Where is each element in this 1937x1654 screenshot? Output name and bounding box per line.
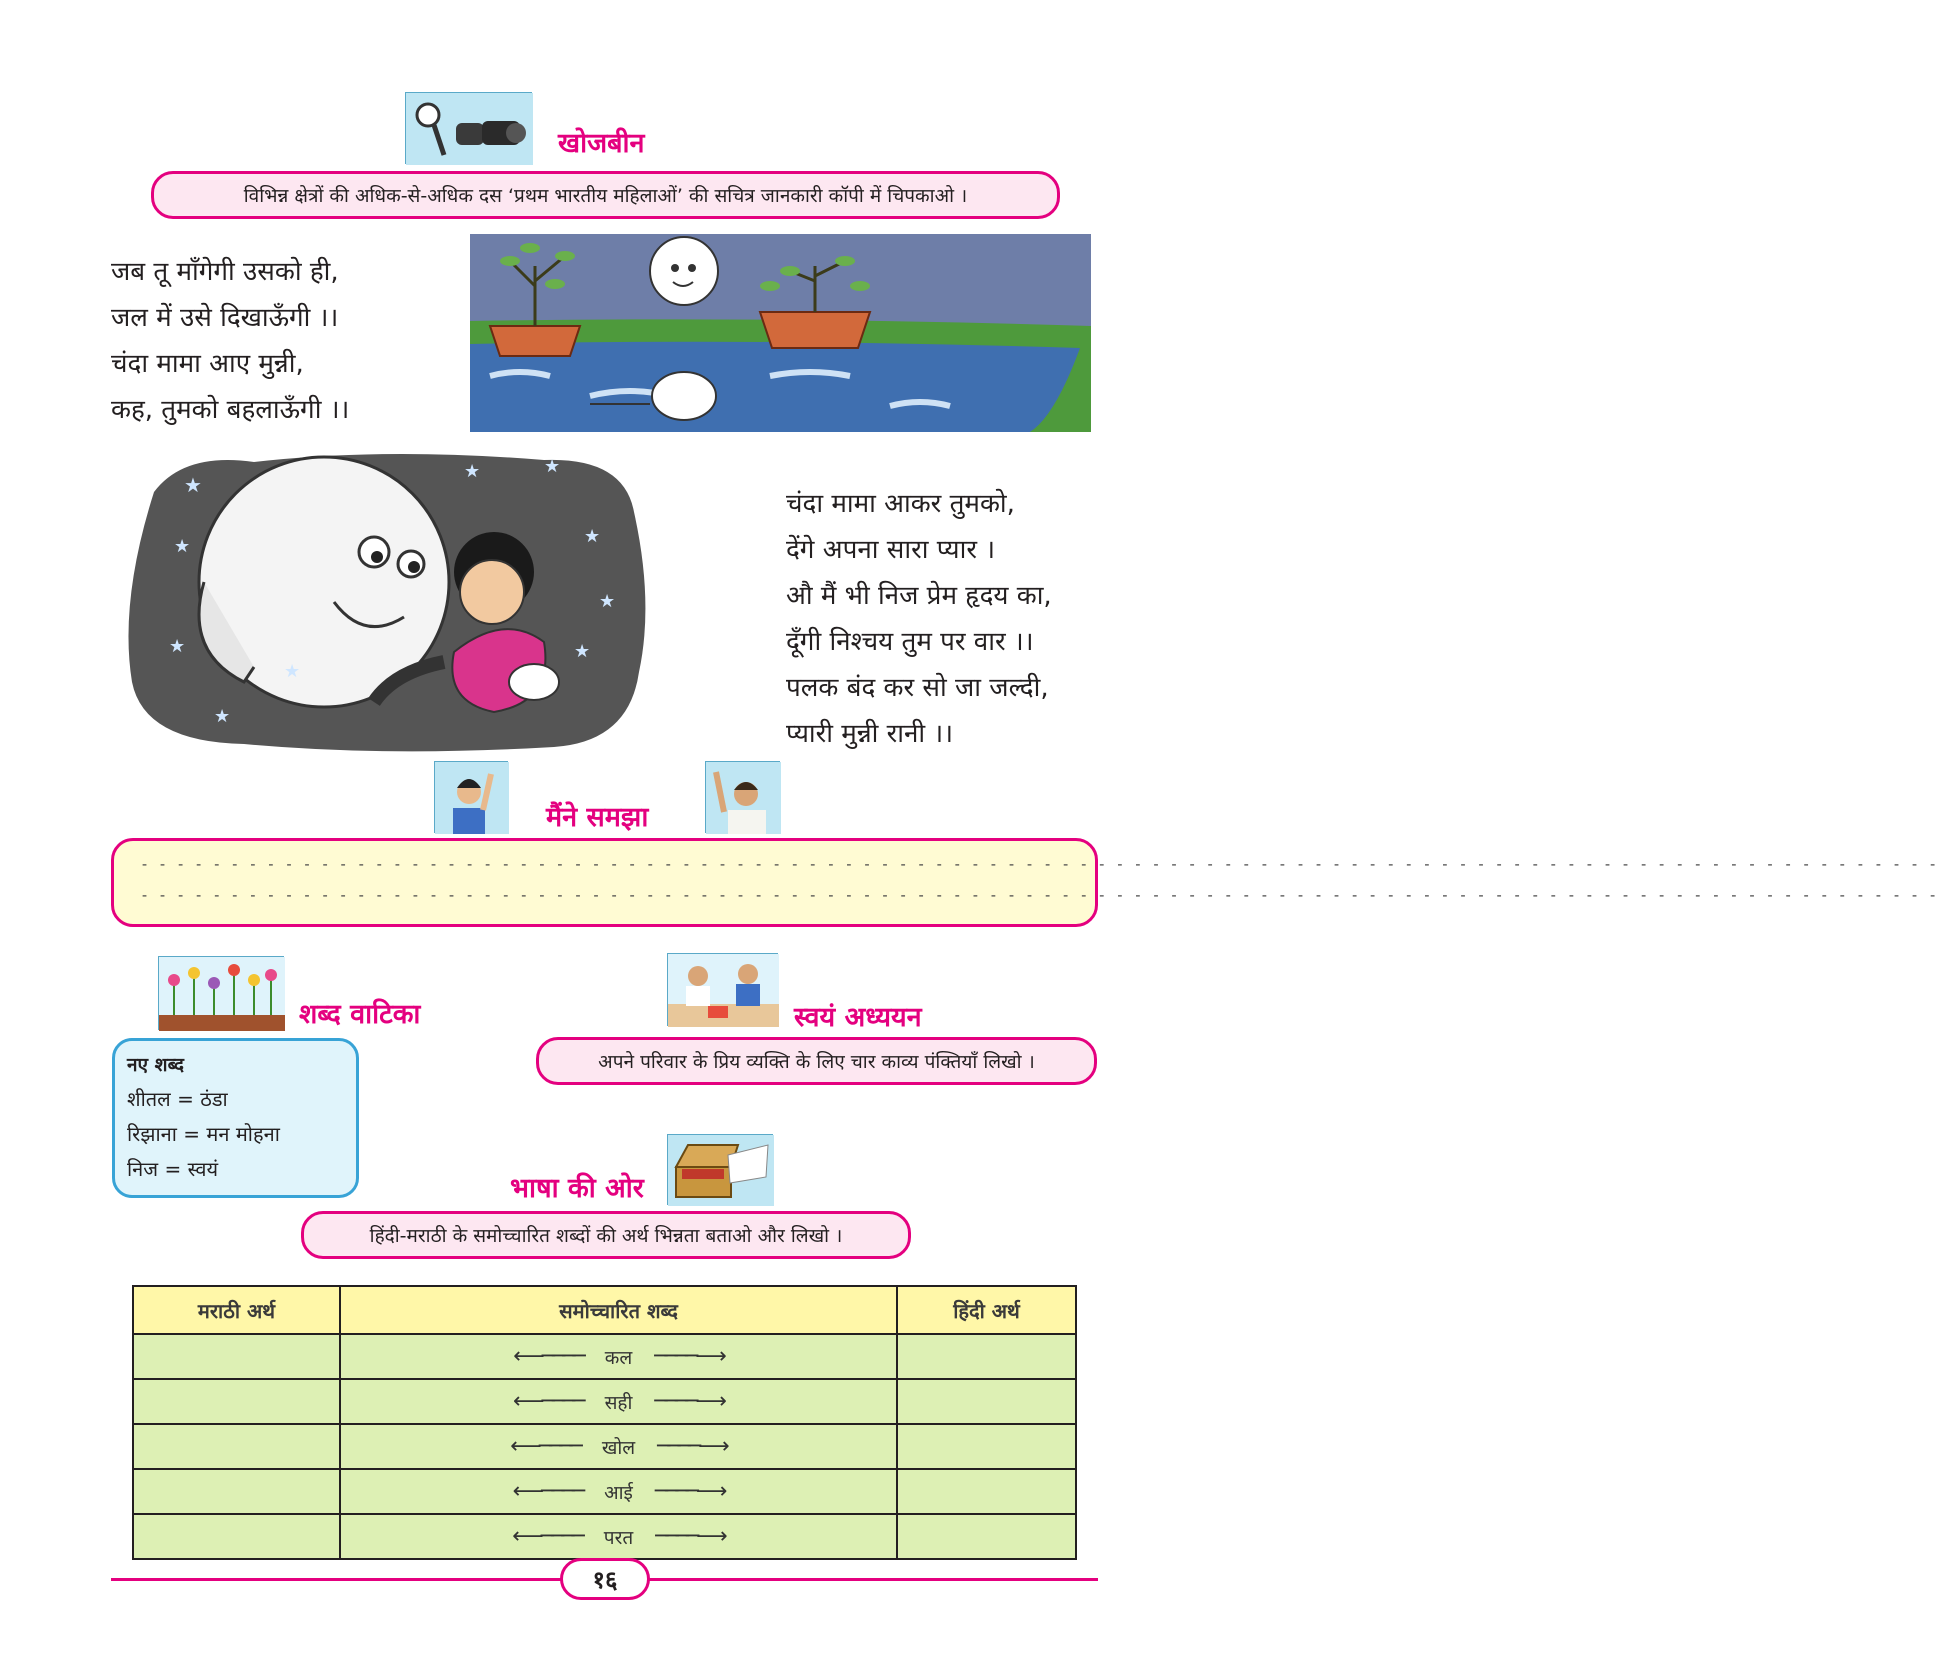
boy-raising-hand-icon xyxy=(705,761,780,833)
right-arrow-icon: ────⟶ xyxy=(654,1479,725,1504)
left-arrow-icon: ⟵──── xyxy=(510,1434,580,1459)
magnifier-binoculars-icon xyxy=(405,92,532,164)
answer-line[interactable]: - - - - - - - - - - - - - - - - - - - - - - - - - - - - - - - - - - - - - - - - - - - - - - - - - - - - - - - - - - - - - - - - - - - - - - - - - - - - - - - - - - - - - - - - - - - - - - - - - - - - xyxy=(140,855,1937,873)
poem-line: प्यारी मुन्नी रानी ।। xyxy=(786,719,954,749)
table-row xyxy=(133,1424,1076,1469)
poem-line: दूँगी निश्चय तुम पर वार ।। xyxy=(786,627,1034,657)
left-arrow-icon: ⟵──── xyxy=(513,1344,583,1369)
word-cell xyxy=(340,1379,897,1424)
marathi-answer-cell[interactable] xyxy=(133,1514,340,1559)
poem-line: जल में उसे दिखाऊँगी ।। xyxy=(111,303,339,333)
table-row xyxy=(133,1469,1076,1514)
answer-line[interactable]: - - - - - - - - - - - - - - - - - - - - - - - - - - - - - - - - - - - - - - - - - - - - - - - - - - - - - - - - - - - - - - - - - - - - - - - - - - - - - - - - - - - - - - - - - - - - - - - - - - - - xyxy=(140,886,1937,904)
word-meaning: रिझाना = मन मोहना xyxy=(127,1122,280,1146)
poem-line: चंदा मामा आकर तुमको, xyxy=(786,489,1015,519)
svg-text:★: ★ xyxy=(584,526,601,547)
homophone-word: सही xyxy=(604,1391,633,1414)
word-cell xyxy=(340,1424,897,1469)
word-cell xyxy=(340,1514,897,1559)
svg-text:★: ★ xyxy=(169,636,186,657)
word-cell xyxy=(340,1469,897,1514)
left-arrow-icon: ⟵──── xyxy=(512,1479,583,1504)
children-studying-icon xyxy=(667,953,778,1026)
table-row xyxy=(133,1334,1076,1379)
poem-line: औ मैं भी निज प्रेम हृदय का, xyxy=(786,581,1052,611)
svg-text:★: ★ xyxy=(544,456,561,477)
swayam-adhyayan-instruction: अपने परिवार के प्रिय व्यक्ति के लिए चार काव्य पंक्तियाँ लिखो । xyxy=(536,1037,1097,1085)
homophone-word: खोल xyxy=(601,1436,636,1459)
right-arrow-icon: ────⟶ xyxy=(654,1344,724,1369)
svg-text:★: ★ xyxy=(599,591,616,612)
homophone-word: कल xyxy=(604,1346,633,1369)
girl-raising-hand-icon xyxy=(434,761,508,833)
word-meaning: निज = स्वयं xyxy=(127,1157,219,1181)
maine-samjha-heading: मैंने समझा xyxy=(546,802,649,833)
khojbin-heading: खोजबीन xyxy=(558,128,645,159)
hindi-answer-cell[interactable] xyxy=(897,1379,1076,1424)
marathi-answer-cell[interactable] xyxy=(133,1469,340,1514)
hindi-answer-cell[interactable] xyxy=(897,1514,1076,1559)
homophone-word: आई xyxy=(604,1481,633,1504)
col-homophone-word: समोच्चारित शब्द xyxy=(340,1286,897,1334)
svg-text:★: ★ xyxy=(464,461,481,482)
bhasha-instruction: हिंदी-मराठी के समोच्चारित शब्दों की अर्थ भिन्नता बताओ और लिखो । xyxy=(301,1211,911,1259)
marathi-answer-cell[interactable] xyxy=(133,1424,340,1469)
flower-garden-icon xyxy=(158,956,284,1030)
col-hindi-meaning: हिंदी अर्थ xyxy=(897,1286,1076,1334)
poem-line: कह, तुमको बहलाऊँगी ।। xyxy=(111,395,350,425)
shabd-vatika-heading: शब्द वाटिका xyxy=(299,999,421,1030)
page-number: १६ xyxy=(560,1558,650,1600)
table-row xyxy=(133,1514,1076,1559)
poem-line: पलक बंद कर सो जा जल्दी, xyxy=(786,673,1049,703)
answer-box[interactable] xyxy=(111,838,1937,927)
swayam-adhyayan-heading: स्वयं अध्ययन xyxy=(794,1002,922,1033)
hindi-answer-cell[interactable] xyxy=(897,1334,1076,1379)
new-words-title: नए शब्द xyxy=(127,1054,185,1076)
homophone-table xyxy=(132,1285,1077,1560)
treasure-box-icon xyxy=(667,1134,773,1205)
poem-line: चंदा मामा आए मुन्नी, xyxy=(111,349,304,379)
svg-text:★: ★ xyxy=(214,706,231,727)
word-meaning: शीतल = ठंडा xyxy=(127,1087,228,1111)
homophone-word: परत xyxy=(603,1526,634,1549)
word-cell xyxy=(340,1334,897,1379)
right-arrow-icon: ────⟶ xyxy=(657,1434,727,1459)
bhasha-heading: भाषा की ओर xyxy=(510,1173,644,1204)
svg-text:★: ★ xyxy=(574,641,591,662)
poem-stanza-top xyxy=(111,249,349,433)
khojbin-instruction: विभिन्न क्षेत्रों की अधिक-से-अधिक दस ‘प्रथम भारतीय महिलाओं’ की सचित्र जानकारी कॉपी में चिपकाओ । xyxy=(151,171,1060,219)
col-marathi-meaning: मराठी अर्थ xyxy=(133,1286,340,1334)
marathi-answer-cell[interactable] xyxy=(133,1379,340,1424)
pond-moon-illustration xyxy=(470,226,1091,432)
svg-text:★: ★ xyxy=(284,661,301,682)
right-arrow-icon: ────⟶ xyxy=(654,1389,724,1414)
poem-line: देंगे अपना सारा प्यार । xyxy=(786,535,996,565)
poem-line: जब तू माँगेगी उसको ही, xyxy=(111,257,339,287)
left-arrow-icon: ⟵──── xyxy=(512,1524,582,1549)
new-words-box xyxy=(112,1038,359,1198)
moon-girl-illustration xyxy=(124,452,654,752)
svg-text:★: ★ xyxy=(174,536,191,557)
poem-stanza-right xyxy=(786,481,1052,757)
right-arrow-icon: ────⟶ xyxy=(655,1524,725,1549)
table-row xyxy=(133,1379,1076,1424)
svg-text:★: ★ xyxy=(184,473,202,497)
hindi-answer-cell[interactable] xyxy=(897,1424,1076,1469)
hindi-answer-cell[interactable] xyxy=(897,1469,1076,1514)
marathi-answer-cell[interactable] xyxy=(133,1334,340,1379)
left-arrow-icon: ⟵──── xyxy=(513,1389,583,1414)
table-header-row xyxy=(133,1286,1076,1334)
